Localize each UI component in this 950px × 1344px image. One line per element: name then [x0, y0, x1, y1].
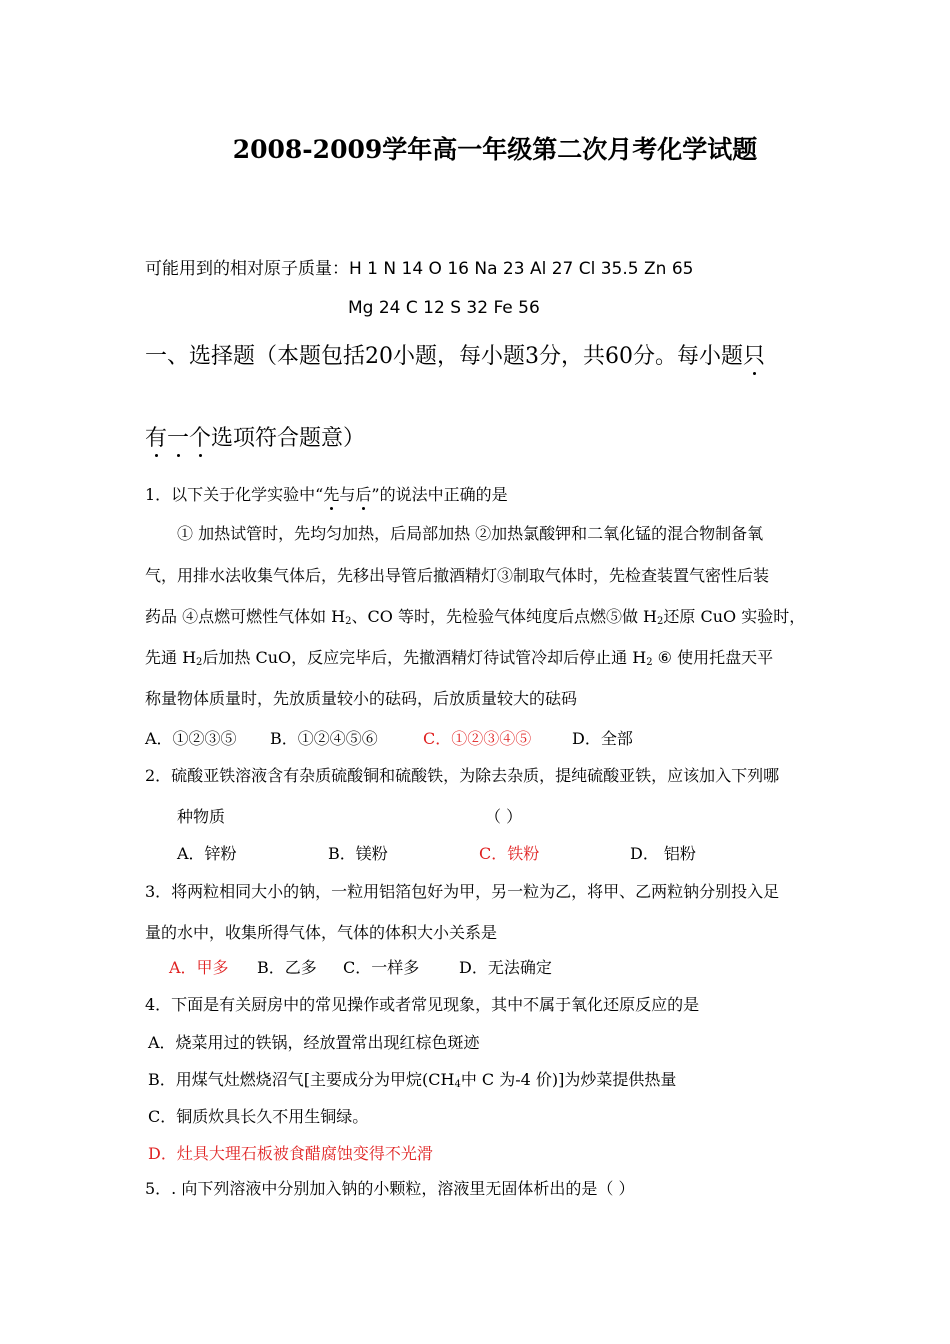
- question-2-stem: 2．硫酸亚铁溶液含有杂质硫酸铜和硫酸铁，为除去杂质，提纯硫酸亚铁，应该加入下列哪: [145, 766, 780, 785]
- section-heading-part1: 一、选择题（本题包括20小题，每小题3分，共60分。每小题: [145, 344, 743, 369]
- section-heading: [145, 346, 765, 368]
- q1-options: [0, 731, 950, 751]
- q3-option-c: C．一样多: [343, 958, 420, 977]
- q1-l3b: 、CO 等时，先检验气体纯度后点燃⑤做 H: [351, 607, 658, 626]
- subscript: 2: [345, 616, 352, 627]
- q1-body-line3: [145, 609, 805, 625]
- q1-l3c: 还原 CuO 实验时，: [663, 607, 806, 626]
- page-title: 2008-2009学年高一年级第二次月考化学试题: [232, 135, 758, 164]
- q1-stem-b: 与: [339, 485, 356, 504]
- q2-option-a: A．锌粉: [177, 844, 237, 863]
- section-heading-part2: 选项符合题意）: [211, 426, 366, 451]
- q4-option-c: C．铜质炊具长久不用生铜绿。: [148, 1107, 369, 1126]
- q1-l4a: 先通 H: [145, 648, 197, 667]
- q2-answer-paren: （ ）: [485, 807, 523, 826]
- q3-stem-line2: 量的水中，收集所得气体，气体的体积大小关系是: [145, 923, 498, 942]
- q3-option-a-answer: A．甲多: [169, 958, 229, 977]
- q1-body-line2: 气，用排水法收集气体后，先移出导管后撤酒精灯③制取气体时，先检查装置气密性后装: [145, 566, 770, 585]
- q1-l4c: ⑥ 使用托盘天平: [652, 648, 774, 667]
- question-5-stem: 5．. 向下列溶液中分别加入钠的小颗粒，溶液里无固体析出的是（ ）: [145, 1179, 635, 1198]
- section-heading-cont: [145, 428, 365, 450]
- subscript: 4: [454, 1079, 461, 1090]
- emphasis-char: 后: [355, 485, 372, 504]
- q1-option-b: B．①②④⑤⑥: [270, 729, 378, 748]
- q4-option-b: [148, 1072, 676, 1088]
- q1-body-line5: 称量物体质量时，先放质量较小的砝码，后放质量较大的砝码: [145, 689, 578, 708]
- question-1-stem: [145, 487, 508, 503]
- emphasis-char: 只: [743, 344, 766, 369]
- q1-body-line1: ① 加热试管时，先均匀加热，后局部加热 ②加热氯酸钾和二氧化锰的混合物制备氧: [177, 524, 764, 543]
- q3-option-b: B．乙多: [257, 958, 317, 977]
- q1-option-d: D．全部: [572, 729, 633, 748]
- q2-option-d: D． 铝粉: [630, 844, 696, 863]
- subscript: 2: [657, 616, 664, 627]
- atomic-mass-line2: Mg 24 C 12 S 32 Fe 56: [348, 298, 540, 318]
- q1-l4b: 后加热 CuO，反应完毕后，先撤酒精灯待试管冷却后停止通 H: [202, 648, 647, 667]
- q3-option-d: D．无法确定: [459, 958, 552, 977]
- q4-option-d-answer: D．灶具大理石板被食醋腐蚀变得不光滑: [148, 1144, 433, 1163]
- subscript: 2: [646, 657, 653, 668]
- emphasis-char: 有: [145, 426, 168, 451]
- subscript: 2: [196, 657, 203, 668]
- q4-option-b-part1: B．用煤气灶燃烧沼气[主要成分为甲烷(CH: [148, 1070, 455, 1089]
- emphasis-char: 先: [323, 485, 340, 504]
- q2-stem-cont: 种物质: [177, 807, 226, 826]
- q1-option-a: A．①②③⑤: [145, 729, 237, 748]
- q1-body-line4: [145, 650, 773, 666]
- question-4-stem: 4．下面是有关厨房中的常见操作或者常见现象，其中不属于氧化还原反应的是: [145, 995, 700, 1014]
- atomic-mass-line1: 可能用到的相对原子质量：H 1 N 14 O 16 Na 23 Al 27 Cl 35.5 Zn 65: [145, 259, 694, 279]
- emphasis-char: 个: [189, 426, 212, 451]
- q2-stem-line2: [0, 809, 950, 829]
- q2-option-c-answer: C．铁粉: [479, 844, 540, 863]
- q4-option-a: A．烧菜用过的铁锅，经放置常出现红棕色斑迹: [148, 1033, 480, 1052]
- q1-l3a: 药品 ④点燃可燃性气体如 H: [145, 607, 346, 626]
- q1-stem-a: 1．以下关于化学实验中“: [145, 485, 324, 504]
- q2-options: [0, 846, 950, 866]
- q3-options: [0, 960, 950, 980]
- q1-option-c-answer: C．①②③④⑤: [423, 729, 532, 748]
- q2-option-b: B．镁粉: [328, 844, 388, 863]
- q1-stem-c: ”的说法中正确的是: [371, 485, 508, 504]
- emphasis-char: 一: [167, 426, 190, 451]
- q4-option-b-part2: 中 C 为-4 价)]为炒菜提供热量: [460, 1070, 677, 1089]
- question-3-stem: 3．将两粒相同大小的钠，一粒用铝箔包好为甲，另一粒为乙，将甲、乙两粒钠分别投入足: [145, 882, 780, 901]
